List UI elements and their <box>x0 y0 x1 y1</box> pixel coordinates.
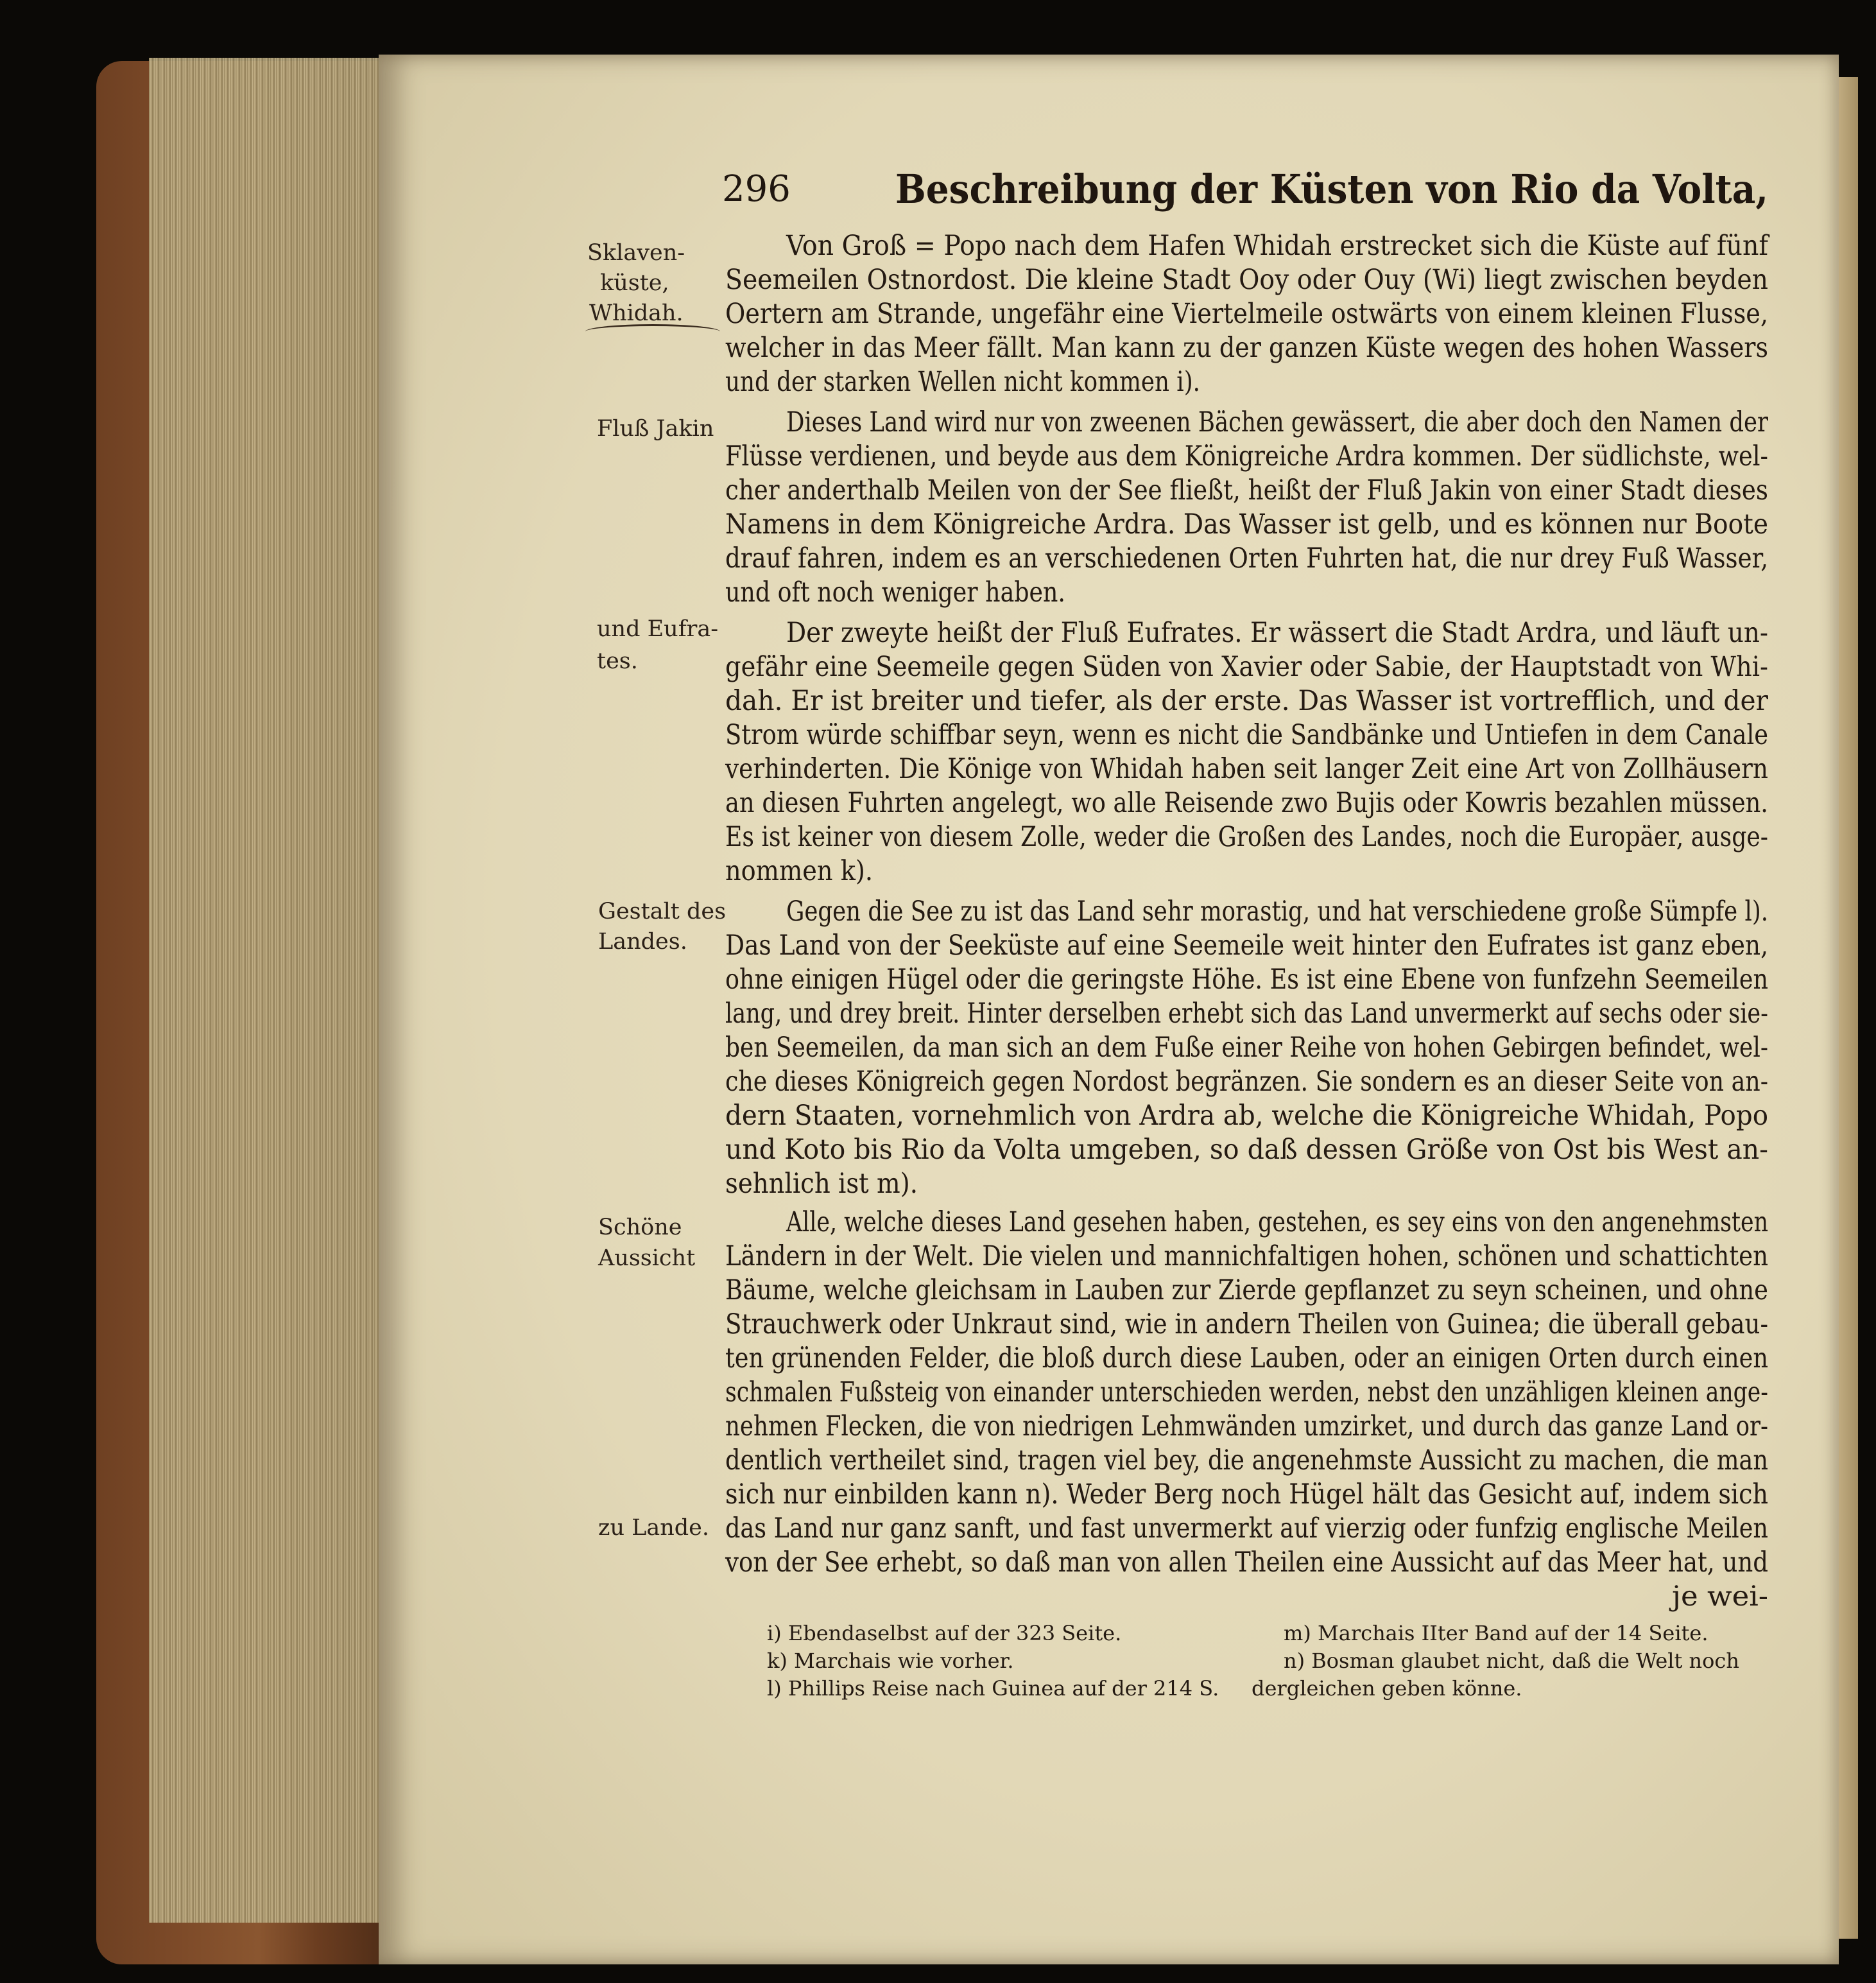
body-line: verhinderten. Die Könige von Whidah haben seit langer Zeit eine Art von Zollhäusern <box>725 753 1768 785</box>
margin-note: küste, <box>600 270 669 296</box>
margin-note: Sklaven- <box>587 240 685 266</box>
body-line: sich nur einbilden kann n). Weder Berg noch Hügel hält das Gesicht auf, indem sich <box>725 1478 1768 1511</box>
body-line: ben Seemeilen, da man sich an dem Fuße einer Reihe von hohen Gebirgen befindet, wel- <box>725 1032 1768 1064</box>
body-line: Strauchwerk oder Unkraut sind, wie in andern Theilen von Guinea; die überall gebau- <box>725 1308 1768 1340</box>
footnote: i) Ebendaselbst auf der 323 Seite. <box>767 1621 1122 1645</box>
footnote: k) Marchais wie vorher. <box>767 1649 1014 1673</box>
body-line: lang, und drey breit. Hinter derselben erhebt sich das Land unvermerkt auf sechs oder sie- <box>725 998 1768 1030</box>
body-line: Seemeilen Ostnordost. Die kleine Stadt Ooy oder Ouy (Wi) liegt zwischen beyden <box>725 264 1768 296</box>
body-line: Der zweyte heißt der Fluß Eufrates. Er wässert die Stadt Ardra, und läuft un- <box>786 617 1768 649</box>
body-line: cher anderthalb Meilen von der See fließt, heißt der Fluß Jakin von einer Stadt dieses <box>725 474 1768 507</box>
body-line: Dieses Land wird nur von zweenen Bächen gewässert, die aber doch den Namen der <box>786 406 1768 438</box>
body-line: dern Staaten, vornehmlich von Ardra ab, welche die Königreiche Whidah, Popo <box>725 1100 1768 1132</box>
body-line: und der starken Wellen nicht kommen i). <box>725 366 1200 398</box>
body-line: sehnlich ist m). <box>725 1168 918 1200</box>
margin-note: Schöne <box>598 1215 682 1240</box>
body-line: Ländern in der Welt. Die vielen und mannichfaltigen hohen, schönen und schattichten <box>725 1240 1768 1272</box>
margin-note: Aussicht <box>598 1245 696 1271</box>
body-line: nehmen Flecken, die von niedrigen Lehmwänden umzirket, und durch das ganze Land or- <box>725 1410 1768 1442</box>
footnote: l) Phillips Reise nach Guinea auf der 214 S. <box>767 1676 1219 1701</box>
body-line: welcher in das Meer fällt. Man kann zu der ganzen Küste wegen des hohen Wassers <box>725 332 1768 364</box>
margin-note: tes. <box>597 648 638 674</box>
margin-bracket <box>585 324 720 339</box>
body-line: und Koto bis Rio da Volta umgeben, so daß dessen Größe von Ost bis West an- <box>725 1134 1768 1166</box>
footnote: n) Bosman glaubet nicht, daß die Welt noch <box>1284 1649 1739 1673</box>
margin-note: Whidah. <box>589 300 684 326</box>
body-line: Oertern am Strande, ungefähr eine Viertelmeile ostwärts von einem kleinen Flusse, <box>725 298 1768 330</box>
catchword: je wei- <box>1672 1580 1768 1613</box>
body-line: schmalen Fußsteig von einander unterschieden werden, nebst den unzähligen kleinen ange- <box>725 1376 1768 1408</box>
body-line: drauf fahren, indem es an verschiedenen Orten Fuhrten hat, die nur drey Fuß Wasser, <box>725 542 1768 575</box>
body-line: an diesen Fuhrten angelegt, wo alle Reisende zwo Bujis oder Kowris bezahlen müssen. <box>725 787 1768 819</box>
body-line: gefähr eine Seemeile gegen Süden von Xavier oder Sabie, der Hauptstadt von Whi- <box>725 651 1768 683</box>
margin-note: zu Lande. <box>598 1515 710 1541</box>
margin-note: Landes. <box>598 929 687 955</box>
page-number: 296 <box>722 168 791 210</box>
body-line: Von Groß = Popo nach dem Hafen Whidah erstrecket sich die Küste auf fünf <box>786 230 1768 262</box>
body-line: von der See erhebt, so daß man von allen Theilen eine Aussicht auf das Meer hat, und <box>725 1546 1768 1579</box>
page-stack <box>149 58 390 1923</box>
body-line: Bäume, welche gleichsam in Lauben zur Zierde gepflanzet zu seyn scheinen, und ohne <box>725 1274 1768 1306</box>
body-line: und oft noch weniger haben. <box>725 576 1065 609</box>
body-line: Strom würde schiffbar seyn, wenn es nicht die Sandbänke und Untiefen in dem Canale <box>725 719 1768 751</box>
margin-note: und Eufra- <box>597 616 719 642</box>
body-line: Es ist keiner von diesem Zolle, weder die Großen des Landes, noch die Europäer, ausge- <box>725 821 1768 853</box>
body-line: Flüsse verdienen, und beyde aus dem Königreiche Ardra kommen. Der südlichste, wel- <box>725 440 1768 472</box>
body-line: dentlich vertheilet sind, tragen viel bey, die angenehmste Aussicht zu machen, die man <box>725 1444 1768 1476</box>
body-line: Das Land von der Seeküste auf eine Seemeile weit hinter den Eufrates ist ganz eben, <box>725 930 1768 962</box>
margin-note: Fluß Jakin <box>597 416 714 442</box>
body-line: nommen k). <box>725 855 873 887</box>
footnote: dergleichen geben könne. <box>1252 1676 1522 1701</box>
body-line: ten grünenden Felder, die bloß durch diese Lauben, oder an einigen Orten durch einen <box>725 1342 1768 1374</box>
body-line: ohne einigen Hügel oder die geringste Höhe. Es ist eine Ebene von funfzehn Seemeilen <box>725 964 1768 996</box>
body-line: che dieses Königreich gegen Nordost begränzen. Sie sondern es an dieser Seite von an- <box>725 1066 1768 1098</box>
body-line: das Land nur ganz sanft, und fast unvermerkt auf vierzig oder funfzig englische Meilen <box>725 1512 1768 1545</box>
body-line: Namens in dem Königreiche Ardra. Das Wasser ist gelb, und es können nur Boote <box>725 508 1768 541</box>
running-head-title: Beschreibung der Küsten von Rio da Volta, <box>895 166 1768 212</box>
body-line: Gegen die See zu ist das Land sehr morastig, und hat verschiedene große Sümpfe l). <box>786 896 1768 928</box>
footnote: m) Marchais IIter Band auf der 14 Seite. <box>1284 1621 1708 1645</box>
body-line: Alle, welche dieses Land gesehen haben, gestehen, es sey eins von den angenehmsten <box>786 1206 1768 1238</box>
body-line: dah. Er ist breiter und tiefer, als der erste. Das Wasser ist vortrefflich, und der <box>725 685 1768 717</box>
margin-note: Gestalt des <box>598 899 727 924</box>
